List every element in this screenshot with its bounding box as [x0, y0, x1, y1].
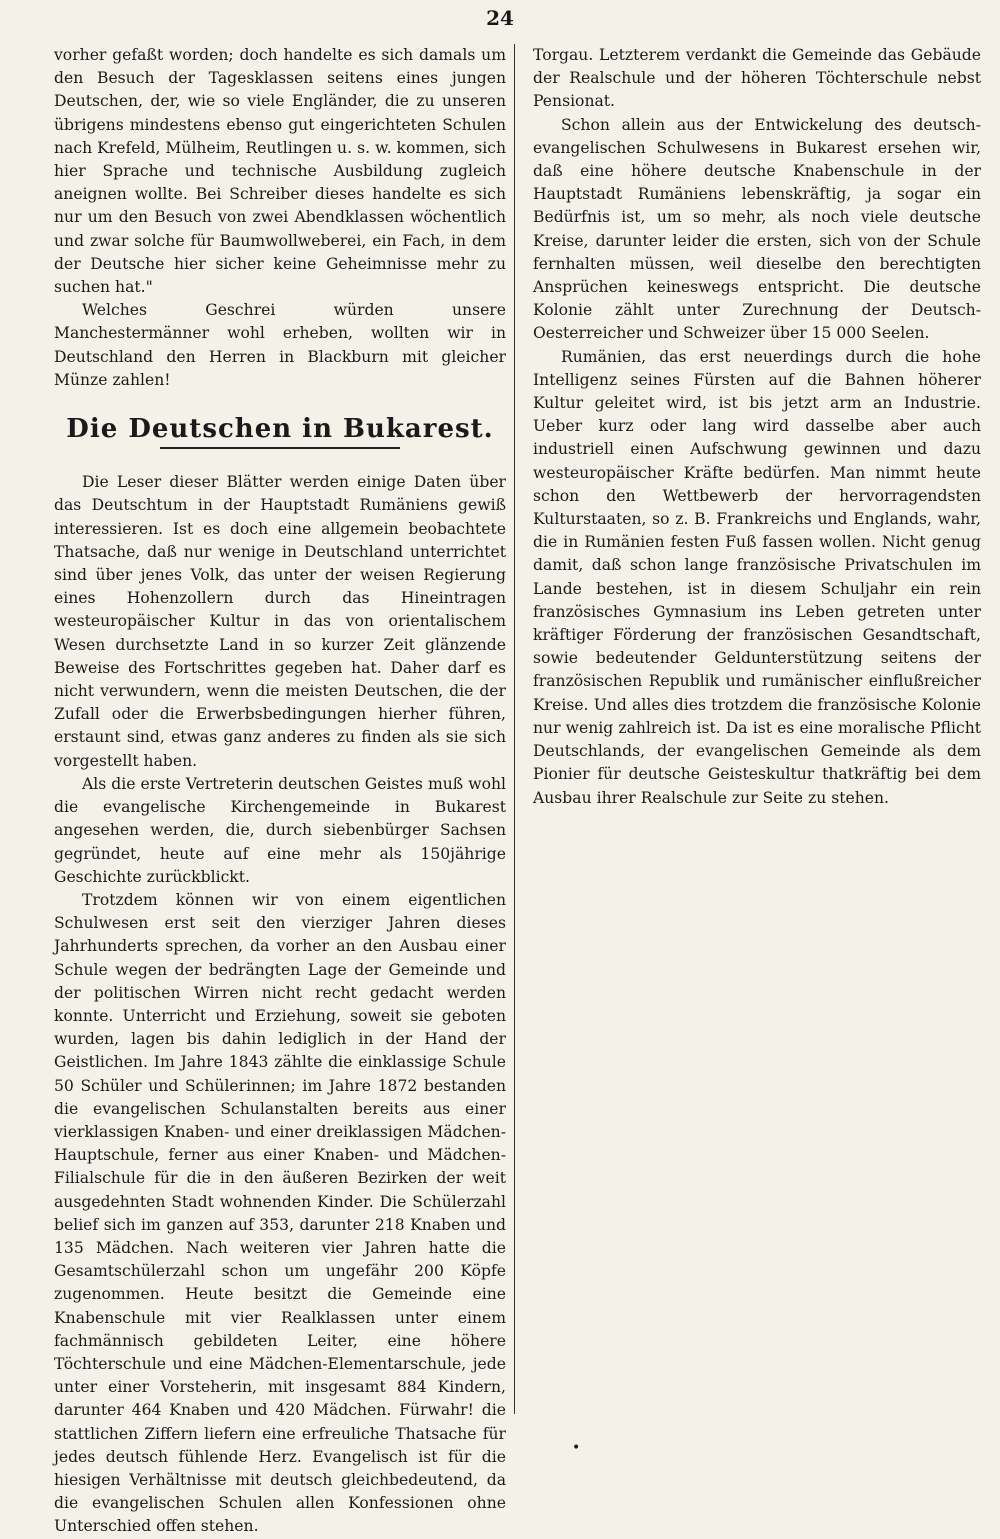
- article-heading: [54, 414, 506, 449]
- page-number: 24: [486, 6, 514, 30]
- article-paragraph: Schon allein aus der Entwickelung des deutsch-evangelischen Schulwesens in Bukarest ersehen wir, daß eine höhere deutsche Knabenschule in der Hauptstadt Rumäniens lebenskräftig, ja sogar ein Bedürfnis ist, um so mehr, als noch viele deutsche Kreise, darunter leider die ersten, sich von der Schule fernhalten müssen, weil dieselbe den berechtigten Ansprüchen keineswegs entspricht. Die deutsche Kolonie zählt unter Zurechnung der Deutsch-Oesterreicher und Schweizer über 15 000 Seelen.: [533, 115, 981, 343]
- article-paragraph: Die Leser dieser Blätter werden einige Daten über das Deutschtum in der Hauptstadt Rumäniens gewiß interessieren. Ist es doch eine allgemein beobachtete Thatsache, daß nur wenige in Deutschland unterrichtet sind über jenes Volk, das unter der weisen Regierung eines Hohenzollern durch das Hineintragen westeuropäischer Kultur in das von orientalischem Wesen durchsetzte Land in so kurzer Zeit glänzende Beweise des Fortschrittes gegeben hat. Daher darf es nicht verwundern, wenn die meisten Deutschen, die der Zufall oder die Erwerbsbedingungen hierher führen, erstaunt sind, etwas ganz anderes zu finden als sie sich vorgestellt haben.: [54, 473, 506, 770]
- article-paragraph: Als die erste Vertreterin deutschen Geistes muß wohl die evangelische Kirchengemeinde in Bukarest angesehen werden, die, durch siebenbürger Sachsen gegründet, heute auf eine mehr als 150jährige Geschichte zurückblickt.: [54, 774, 506, 886]
- article-paragraph: Trotzdem können wir von einem eigentlichen Schulwesen erst seit den vierziger Jahren dieses Jahrhunderts sprechen, da vorher an den Ausbau einer Schule wegen der bedrängten Lage der Gemeinde und der politischen Wirren nicht recht gedacht werden konnte. Unterricht und Erziehung, soweit sie geboten wurden, lagen bis dahin lediglich in der Hand der Geistlichen. Im Jahre 1843 zählte die einklassige Schule 50 Schüler und Schülerinnen; im Jahre 1872 bestanden die evangelischen Schulanstalten bereits aus einer vierklassigen Knaben- und einer dreiklassigen Mädchen-Hauptschule, ferner aus einer Knaben- und Mädchen-Filialschule für die in den äußeren Bezirken der weit ausgedehnten Stadt wohnenden Kinder. Die Schülerzahl belief sich im ganzen auf 353, darunter 218 Knaben und 135 Mädchen. Nach weiteren vier Jahren hatte die Gesamtschülerzahl schon um ungefähr 200 Köpfe zugenommen. Heute besitzt die Gemeinde eine Knabenschule mit vier Realklassen unter einem fachmännisch gebildeten Leiter, eine höhere Töchterschule und eine Mädchen-Elementarschule, jede unter einer Vorsteherin, mit insgesamt 884 Kindern, darunter 464 Knaben und 420 Mädchen. Fürwahr! die stattlichen Ziffern liefern eine erfreuliche Thatsache für jedes deutsch fühlende Herz. Evangelisch ist für die hiesigen Verhältnisse mit deutsch gleichbedeutend, da die evangelischen Schulen allen Konfessionen ohne Unterschied offen stehen.: [54, 890, 506, 1536]
- right-column: [533, 44, 981, 810]
- page-mark: •: [572, 1440, 581, 1456]
- column-divider: [514, 44, 515, 1414]
- article-paragraph: Welches Geschrei würden unsere Manchestermänner wohl erheben, wollten wir in Deutschland den Herren in Blackburn mit gleicher Münze zahlen!: [54, 301, 506, 389]
- article-paragraph: vorher gefaßt worden; doch handelte es sich damals um den Besuch der Tagesklassen seitens eines jungen Deutschen, der, wie so viele Engländer, die zu unseren übrigens mindestens ebenso gut eingerichteten Schulen nach Krefeld, Mülheim, Reutlingen u. s. w. kommen, sich hier Sprache und technische Ausbildung zugleich aneignen wollte. Bei Schreiber dieses handelte es sich nur um den Besuch von zwei Abendklassen wöchentlich und zwar solche für Baumwollweberei, ein Fach, in dem der Deutsche hier sicher keine Geheimnisse mehr zu suchen hat.": [54, 46, 506, 297]
- article-paragraph: Torgau. Letzterem verdankt die Gemeinde das Gebäude der Realschule und der höheren Töchterschule nebst Pensionat.: [533, 46, 981, 111]
- article-heading-text: Die Deutschen in Bukarest.: [66, 414, 494, 445]
- heading-underline: [160, 447, 400, 449]
- left-column: [54, 44, 506, 1539]
- article-paragraph: Rumänien, das erst neuerdings durch die hohe Intelligenz seines Fürsten auf die Bahnen höherer Kultur geleitet wird, ist bis jetzt arm an Industrie. Ueber kurz oder lang wird dasselbe aber auch industriell einen Aufschwung gewinnen und dazu westeuropäischer Kräfte bedürfen. Man nimmt heute schon den Wettbewerb der hervorragendsten Kulturstaaten, so z. B. Frankreichs und Englands, wahr, die in Rumänien festen Fuß fassen wollen. Nicht genug damit, daß schon lange französische Privatschulen im Lande bestehen, ist in diesem Schuljahr ein rein französisches Gymnasium ins Leben getreten unter kräftiger Förderung der französischen Gesandtschaft, sowie bedeutender Geldunterstützung seitens der französischen Republik und rumänischer einflußreicher Kreise. Und alles dies trotzdem die französische Kolonie nur wenig zahlreich ist. Da ist es eine moralische Pflicht Deutschlands, der evangelischen Gemeinde als dem Pionier für deutsche Geisteskultur thatkräftig bei dem Ausbau ihrer Realschule zur Seite zu stehen.: [533, 347, 981, 807]
